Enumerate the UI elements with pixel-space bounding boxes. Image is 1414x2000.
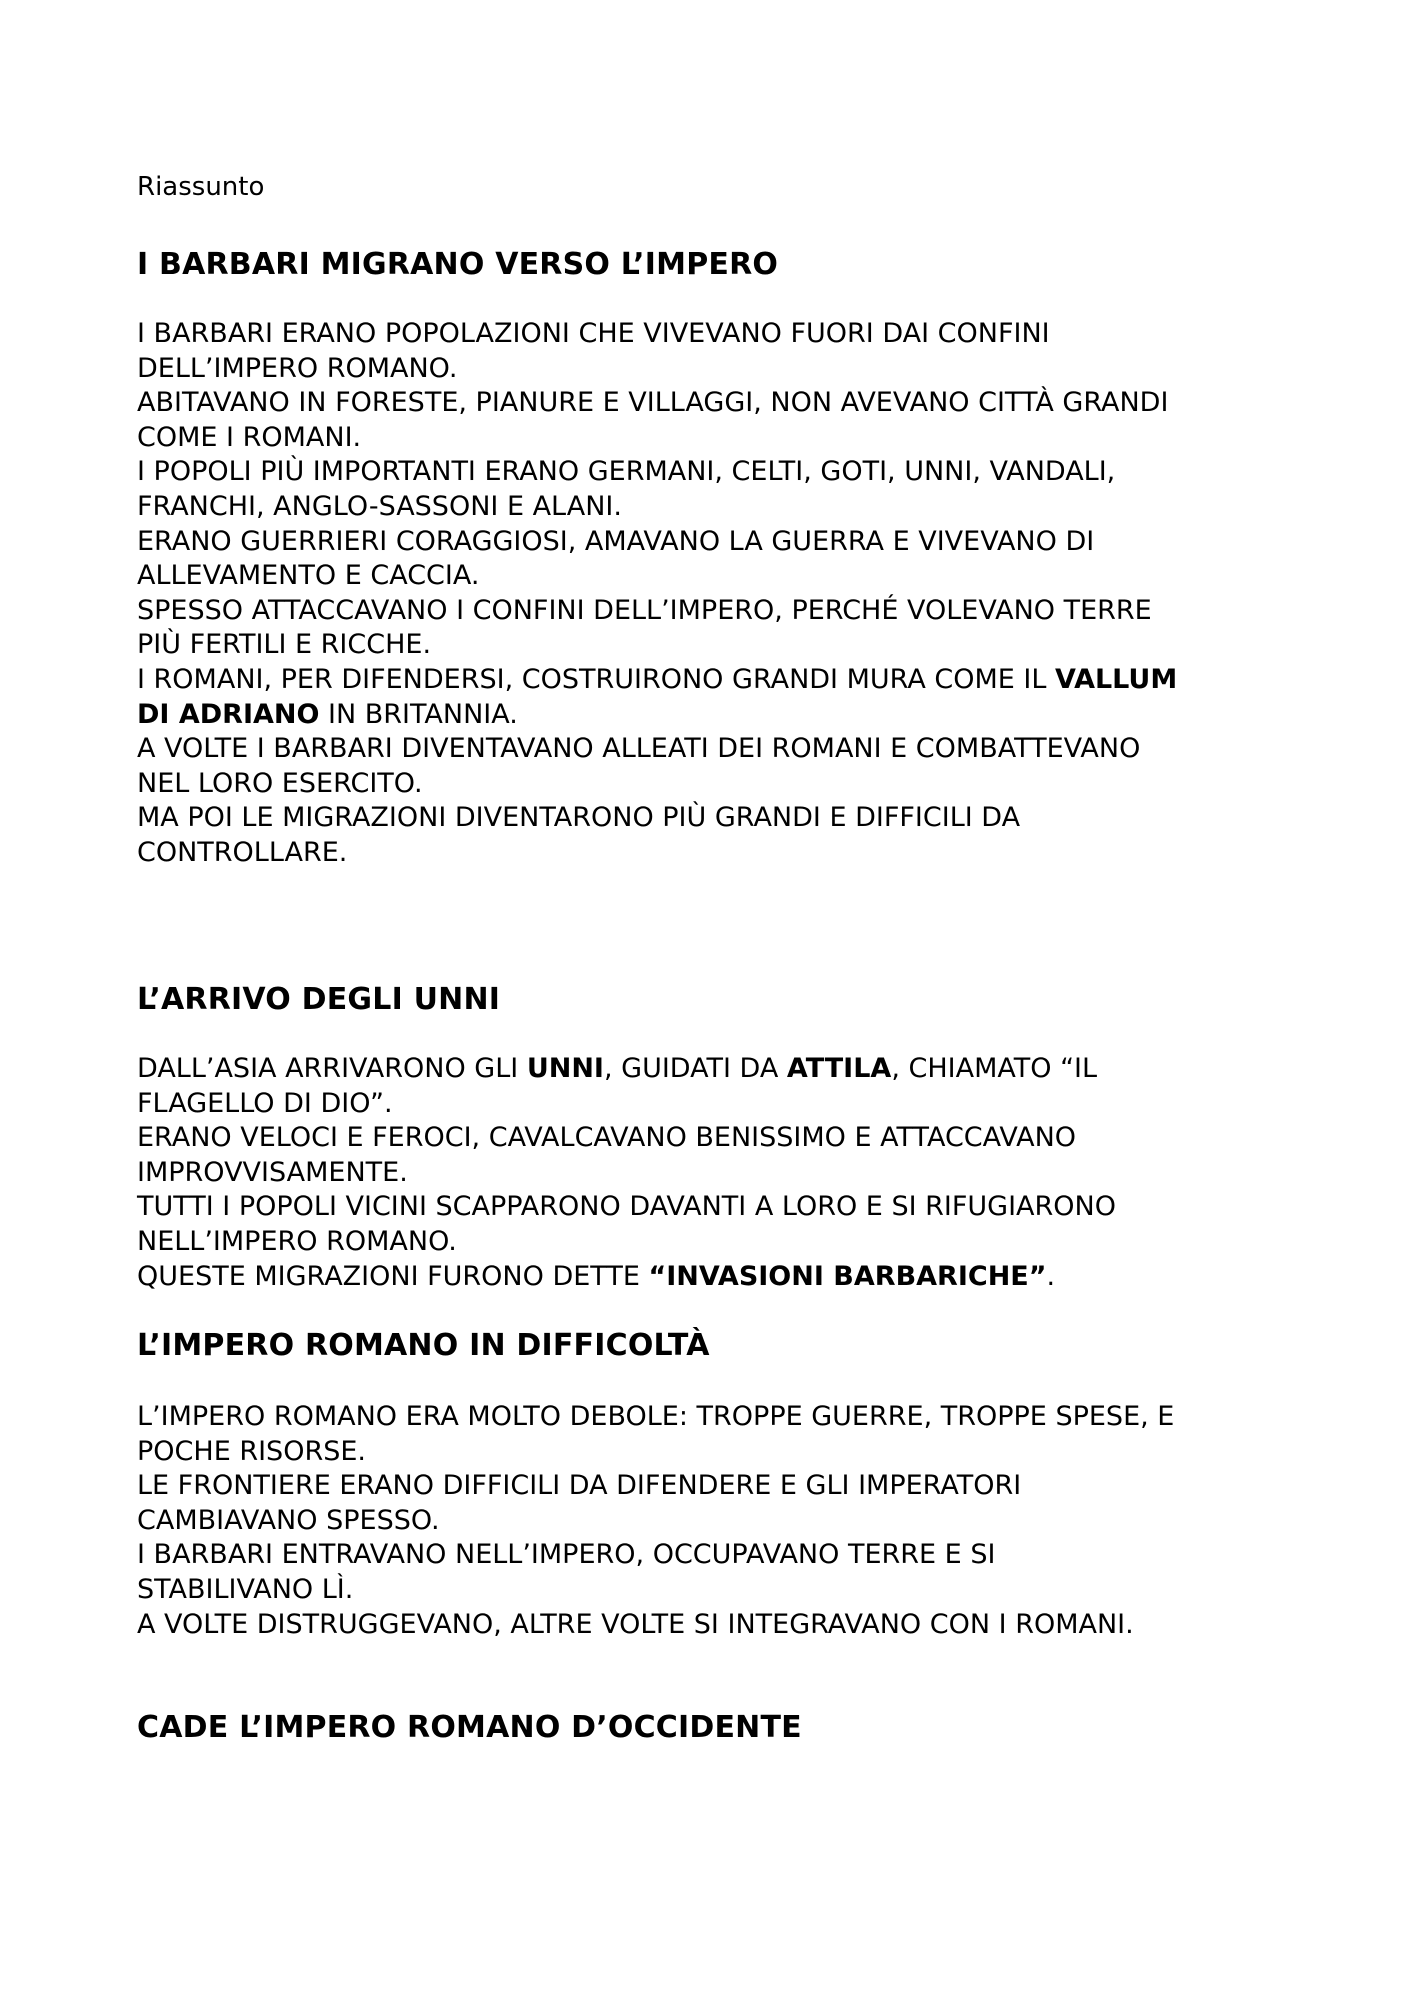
text-run: , GUIDATI DA: [603, 1053, 787, 1084]
paragraph-line: NEL LORO ESERCITO.: [137, 767, 423, 799]
paragraph-line: MA POI LE MIGRAZIONI DIVENTARONO PIÙ GRANDI E DIFFICILI DA: [137, 802, 1021, 834]
bold-term: VALLUM: [1055, 663, 1178, 695]
section-3-heading: L’IMPERO ROMANO IN DIFFICOLTÀ: [137, 1328, 710, 1363]
paragraph-line: ALLEVAMENTO E CACCIA.: [137, 560, 480, 592]
paragraph-line: TUTTI I POPOLI VICINI SCAPPARONO DAVANTI A LORO E SI RIFUGIARONO: [137, 1191, 1116, 1223]
paragraph-line: A VOLTE DISTRUGGEVANO, ALTRE VOLTE SI INTEGRAVANO CON I ROMANI.: [137, 1608, 1134, 1640]
paragraph-line: L’IMPERO ROMANO ERA MOLTO DEBOLE: TROPPE GUERRE, TROPPE SPESE, E: [137, 1401, 1175, 1432]
paragraph-line: [137, 698, 1287, 733]
paragraph-line: COME I ROMANI.: [137, 421, 362, 453]
paragraph-line: LE FRONTIERE ERANO DIFFICILI DA DIFENDERE E GLI IMPERATORI: [137, 1470, 1022, 1502]
paragraph-line: NELL’IMPERO ROMANO.: [137, 1225, 457, 1257]
bold-term: DI ADRIANO: [137, 698, 320, 730]
paragraph-line: SPESSO ATTACCAVANO I CONFINI DELL’IMPERO, PERCHÉ VOLEVANO TERRE: [137, 594, 1152, 626]
paragraph-line: DELL’IMPERO ROMANO.: [137, 352, 458, 384]
section-2-heading: L’ARRIVO DEGLI UNNI: [137, 982, 501, 1017]
paragraph-line: ERANO VELOCI E FEROCI, CAVALCAVANO BENISSIMO E ATTACCAVANO: [137, 1122, 1077, 1154]
section-4: [137, 1710, 1287, 1746]
text-run: IN BRITANNIA.: [319, 698, 518, 730]
paragraph-line: IMPROVVISAMENTE.: [137, 1156, 408, 1188]
paragraph-line: ABITAVANO IN FORESTE, PIANURE E VILLAGGI, NON AVEVANO CITTÀ GRANDI: [137, 387, 1169, 419]
bold-term: ATTILA: [786, 1053, 892, 1084]
paragraph-line: FRANCHI, ANGLO-SASSONI E ALANI.: [137, 490, 622, 522]
section-3-body: [137, 1400, 1287, 1642]
paragraph-line: [137, 1260, 1287, 1295]
bold-term: “INVASIONI BARBARICHE”: [648, 1260, 1047, 1292]
paragraph-line: FLAGELLO DI DIO”.: [137, 1087, 393, 1119]
section-4-heading: CADE L’IMPERO ROMANO D’OCCIDENTE: [137, 1710, 802, 1745]
text-run: I ROMANI, PER DIFENDERSI, COSTRUIRONO GRANDI MURA COME IL: [137, 663, 1056, 695]
section-1-heading: I BARBARI MIGRANO VERSO L’IMPERO: [137, 247, 779, 282]
text-run: DALL’ASIA ARRIVARONO GLI: [137, 1053, 527, 1084]
text-run: QUESTE MIGRAZIONI FURONO DETTE: [137, 1260, 649, 1292]
paragraph-line: I BARBARI ERANO POPOLAZIONI CHE VIVEVANO FUORI DAI CONFINI: [137, 318, 1050, 349]
document-label-block: [137, 170, 1287, 204]
paragraph-line: POCHE RISORSE.: [137, 1435, 366, 1467]
paragraph-line: CAMBIAVANO SPESSO.: [137, 1504, 440, 1536]
paragraph-line: A VOLTE I BARBARI DIVENTAVANO ALLEATI DEI ROMANI E COMBATTEVANO: [137, 733, 1141, 765]
paragraph-line: STABILIVANO LÌ.: [137, 1573, 354, 1605]
bold-term: UNNI: [526, 1053, 604, 1084]
section-2-body: [137, 1052, 1287, 1294]
section-2: [137, 982, 1287, 1018]
paragraph-line: I BARBARI ENTRAVANO NELL’IMPERO, OCCUPAVANO TERRE E SI: [137, 1539, 996, 1571]
section-1-body: [137, 317, 1287, 871]
section-1: [137, 247, 1287, 283]
paragraph-line: CONTROLLARE.: [137, 836, 348, 868]
paragraph-line: I POPOLI PIÙ IMPORTANTI ERANO GERMANI, CELTI, GOTI, UNNI, VANDALI,: [137, 456, 1116, 488]
paragraph-line: [137, 1052, 1287, 1087]
paragraph-line: [137, 663, 1287, 698]
document-label: Riassunto: [137, 172, 265, 202]
text-run: , CHIAMATO “IL: [891, 1053, 1098, 1084]
paragraph-line: ERANO GUERRIERI CORAGGIOSI, AMAVANO LA GUERRA E VIVEVANO DI: [137, 525, 1095, 557]
text-run: .: [1046, 1260, 1056, 1292]
section-3: [137, 1328, 1287, 1364]
paragraph-line: PIÙ FERTILI E RICCHE.: [137, 629, 432, 661]
